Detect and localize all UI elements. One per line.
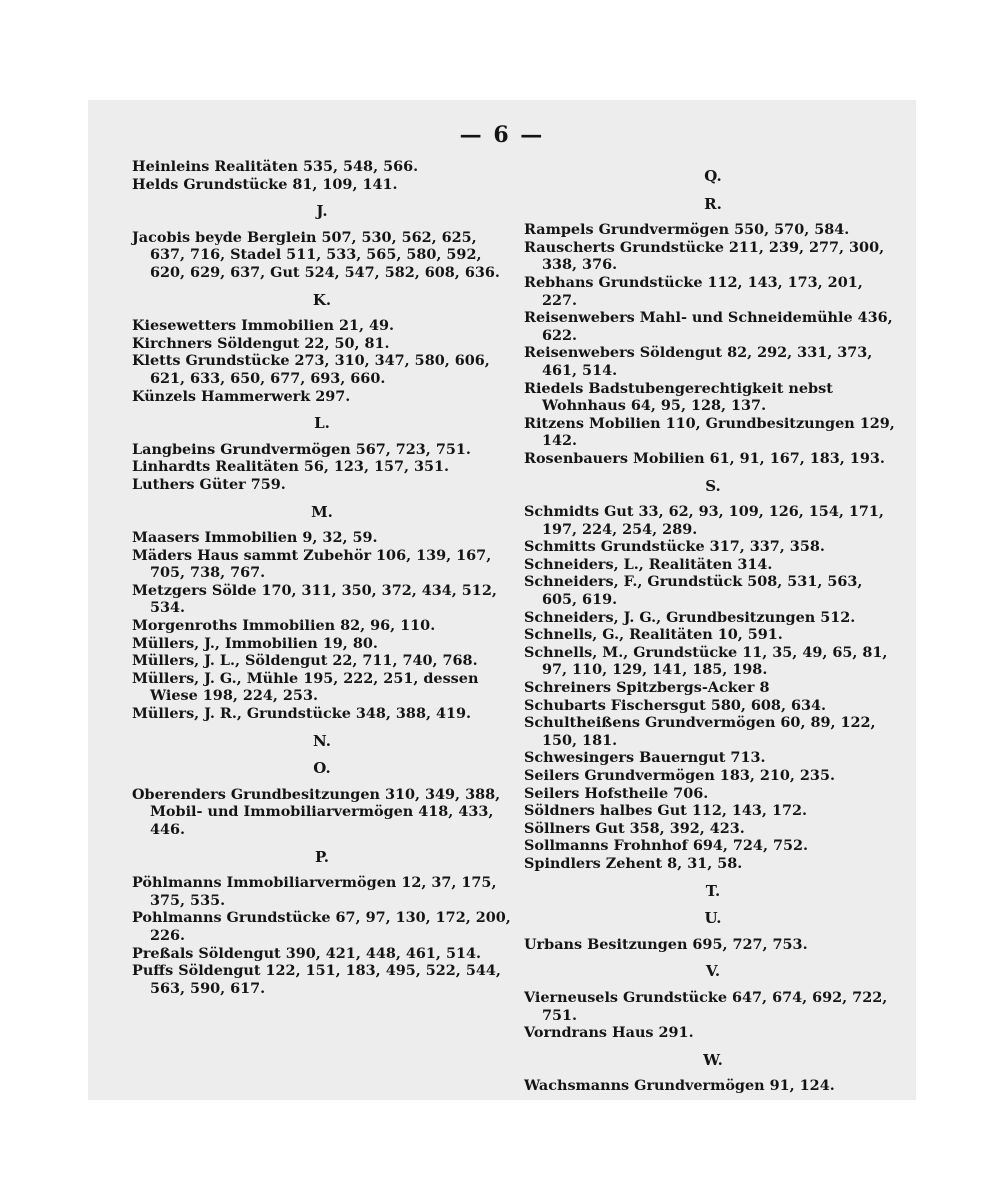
section-letter: L. <box>314 414 330 433</box>
page-number: — 6 — <box>459 122 545 148</box>
index-entry: Kirchners Söldengut 22, 50, 81. <box>132 334 390 352</box>
index-entry: Pöhlmanns Immobiliarvermögen 12, 37, 175, 375, 535. <box>132 874 497 909</box>
section-letter: Q. <box>704 167 722 185</box>
index-entry: Schnells, M., Grundstücke 11, 35, 49, 65, 81, 97, 110, 129, 141, 185, 198. <box>524 643 888 679</box>
section-letter: R. <box>704 194 722 213</box>
index-entry: Söldners halbes Gut 112, 143, 172. <box>524 802 807 820</box>
index-entry: Pohlmanns Grundstücke 67, 97, 130, 172, 200, 226. <box>132 909 511 944</box>
index-entry: Schubarts Fischersgut 580, 608, 634. <box>524 696 827 714</box>
index-entry: Rebhans Grundstücke 112, 143, 173, 201, 227. <box>524 273 863 309</box>
index-entry: Heinleins Realitäten 535, 548, 566. <box>132 158 419 175</box>
index-entry: Kletts Grundstücke 273, 310, 347, 580, 606, 621, 633, 650, 677, 693, 660. <box>132 352 490 387</box>
index-entry: Ritzens Mobilien 110, Grundbesitzungen 129, 142. <box>524 414 895 450</box>
index-entry: Söllners Gut 358, 392, 423. <box>524 819 745 837</box>
index-entry: Schreiners Spitzbergs-Acker 8 <box>524 679 770 697</box>
index-entry: Rampels Grundvermögen 550, 570, 584. <box>524 221 850 239</box>
index-entry: Schmidts Gut 33, 62, 93, 109, 126, 154, 171, 197, 224, 254, 289. <box>524 503 884 538</box>
index-entry: Langbeins Grundvermögen 567, 723, 751. <box>132 440 471 458</box>
section-letter: O. <box>313 759 331 778</box>
index-entry: Helds Grundstücke 81, 109, 141. <box>132 175 398 193</box>
index-entry: Sollmanns Frohnhof 694, 724, 752. <box>524 837 809 855</box>
index-entry: Riedels Badstubengerechtigkeit nebst Wohnhaus 64, 95, 128, 137. <box>524 379 833 415</box>
index-entry: Schneiders, J. G., Grundbesitzungen 512. <box>524 608 856 626</box>
index-entry: Reisenwebers Söldengut 82, 292, 331, 373, 461, 514. <box>524 344 873 379</box>
index-entry: Linhardts Realitäten 56, 123, 157, 351. <box>132 458 450 476</box>
index-entry: Künzels Hammerwerk 297. <box>132 387 351 405</box>
index-entry: Schmitts Grundstücke 317, 337, 358. <box>524 538 825 556</box>
index-entry: Müllers, J. L., Söldengut 22, 711, 740, 768. <box>132 652 478 670</box>
index-entry: Rosenbauers Mobilien 61, 91, 167, 183, 193. <box>524 449 885 467</box>
left-column <box>132 158 512 997</box>
index-entry: Seilers Hofstheile 706. <box>524 784 709 802</box>
section-letter: K. <box>312 290 332 309</box>
scanned-page <box>88 100 916 1100</box>
index-entry: Kiesewetters Immobilien 21, 49. <box>132 317 395 335</box>
index-entry: Spindlers Zehent 8, 31, 58. <box>524 854 743 872</box>
section-letter: U. <box>704 909 722 928</box>
index-entry: Schneiders, F., Grundstück 508, 531, 563, 605, 619. <box>524 573 863 609</box>
index-entry: Mäders Haus sammt Zubehör 106, 139, 167, 705, 738, 767. <box>132 546 492 582</box>
index-entry: Puffs Söldengut 122, 151, 183, 495, 522, 544, 563, 590, 617. <box>132 962 501 997</box>
index-entry: Wachsmanns Grundvermögen 91, 124. <box>524 1077 835 1095</box>
index-entry: Vierneusels Grundstücke 647, 674, 692, 722, 751. <box>524 988 888 1024</box>
index-entry: Metzgers Sölde 170, 311, 350, 372, 434, 512, 534. <box>132 581 497 617</box>
index-entry: Schnells, G., Realitäten 10, 591. <box>524 626 783 644</box>
section-letter: N. <box>313 731 331 750</box>
index-entry: Reisenwebers Mahl- und Schneidemühle 436, 622. <box>524 309 893 344</box>
index-entry: Seilers Grundvermögen 183, 210, 235. <box>524 767 835 784</box>
index-entry: Morgenroths Immobilien 82, 96, 110. <box>132 617 436 635</box>
section-letter: V. <box>705 962 721 981</box>
index-entry: Müllers, J. R., Grundstücke 348, 388, 419. <box>132 705 472 723</box>
index-entry: Urbans Besitzungen 695, 727, 753. <box>524 935 808 953</box>
index-entry: Schultheißens Grundvermögen 60, 89, 122, 150, 181. <box>524 714 876 749</box>
right-column <box>524 158 902 1095</box>
index-entry: Preßals Söldengut 390, 421, 448, 461, 514. <box>132 944 482 962</box>
section-letter: W. <box>703 1050 723 1069</box>
index-entry: Rauscherts Grundstücke 211, 239, 277, 300, 338, 376. <box>524 238 885 274</box>
index-entry: Luthers Güter 759. <box>132 475 286 493</box>
section-letter: P. <box>314 847 330 866</box>
index-entry: Müllers, J. G., Mühle 195, 222, 251, dessen Wiese 198, 224, 253. <box>132 669 479 705</box>
section-letter: J. <box>316 202 328 221</box>
index-entry: Jacobis beyde Berglein 507, 530, 562, 625, 637, 716, Stadel 511, 533, 565, 580, 592, 620, 629, 637, Gut 524, 547, 582, 608, 636. <box>132 228 500 281</box>
index-entry: Müllers, J., Immobilien 19, 80. <box>132 634 378 652</box>
index-entry: Oberenders Grundbesitzungen 310, 349, 388, Mobil- und Immobiliarvermögen 418, 433, 446. <box>132 785 501 838</box>
section-letter: M. <box>311 502 333 521</box>
index-entry: Schwesingers Bauerngut 713. <box>524 749 766 767</box>
index-entry: Maasers Immobilien 9, 32, 59. <box>132 529 378 547</box>
index-entry: Schneiders, L., Realitäten 314. <box>524 555 773 573</box>
index-entry: Vorndrans Haus 291. <box>524 1024 694 1042</box>
section-letter: S. <box>705 476 721 495</box>
section-letter: T. <box>705 881 721 900</box>
